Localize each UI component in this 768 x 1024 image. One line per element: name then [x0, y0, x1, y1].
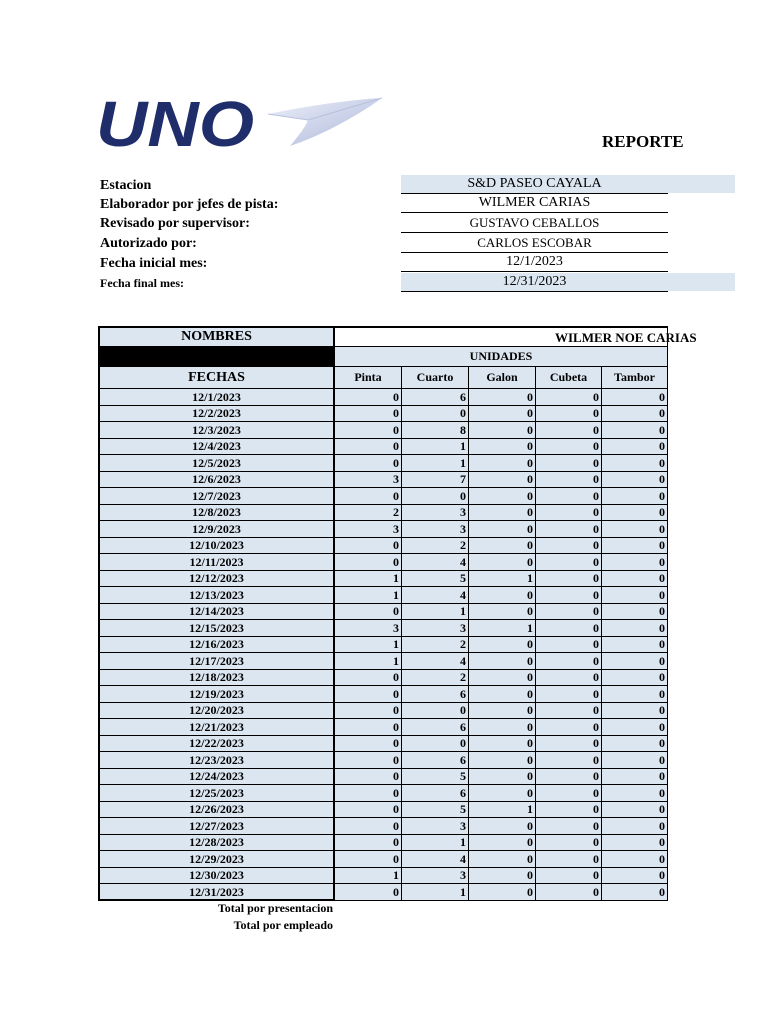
date-cell: 12/15/2023 — [98, 619, 335, 637]
value-cell: 0 — [334, 487, 402, 505]
value-cell: 0 — [601, 438, 668, 455]
value-cell: 0 — [334, 553, 402, 571]
value-cell: 0 — [334, 685, 402, 703]
date-cell: 12/21/2023 — [98, 718, 335, 736]
value-cell: 0 — [601, 702, 668, 719]
date-cell: 12/27/2023 — [98, 817, 335, 835]
value-cell: 1 — [468, 570, 536, 587]
total-presentation-label: Total por presentacion — [217, 901, 333, 915]
date-cell: 12/8/2023 — [98, 504, 335, 521]
value-cell: 0 — [601, 454, 668, 472]
value-cell: 0 — [601, 867, 668, 884]
value-cell: 0 — [334, 702, 402, 719]
value-cell: 5 — [401, 801, 469, 818]
value-cell: 1 — [334, 586, 402, 604]
value-cell: 0 — [468, 537, 536, 554]
value-cell: 4 — [401, 850, 469, 868]
value-cell: 0 — [535, 520, 602, 538]
info-value-elaborado: WILMER CARIAS — [401, 194, 668, 213]
value-cell: 0 — [468, 883, 536, 901]
date-cell: 12/30/2023 — [98, 867, 335, 884]
value-cell: 0 — [535, 867, 602, 884]
logo-wing-icon — [268, 98, 382, 146]
value-cell: 0 — [601, 520, 668, 538]
value-cell: 8 — [401, 421, 469, 439]
date-cell: 12/7/2023 — [98, 487, 335, 505]
value-cell: 0 — [535, 718, 602, 736]
uno-logo — [92, 88, 412, 158]
value-cell: 0 — [535, 685, 602, 703]
value-cell: 0 — [601, 471, 668, 488]
value-cell: 0 — [468, 454, 536, 472]
date-cell: 12/25/2023 — [98, 784, 335, 802]
value-cell: 0 — [601, 685, 668, 703]
value-cell: 0 — [535, 784, 602, 802]
value-cell: 0 — [535, 652, 602, 670]
value-cell: 0 — [334, 421, 402, 439]
value-cell: 0 — [601, 652, 668, 670]
date-cell: 12/10/2023 — [98, 537, 335, 554]
value-cell: 0 — [535, 421, 602, 439]
value-cell: 0 — [401, 702, 469, 719]
date-cell: 12/12/2023 — [98, 570, 335, 587]
value-cell: 0 — [334, 388, 402, 406]
value-cell: 1 — [334, 636, 402, 653]
value-cell: 0 — [535, 603, 602, 620]
value-cell: 0 — [334, 817, 402, 835]
value-cell: 6 — [401, 388, 469, 406]
value-cell: 0 — [601, 735, 668, 752]
fechas-header: FECHAS — [98, 366, 335, 389]
value-cell: 0 — [601, 718, 668, 736]
value-cell: 0 — [535, 669, 602, 686]
date-cell: 12/23/2023 — [98, 751, 335, 769]
info-label-revisado: Revisado por supervisor: — [100, 216, 250, 231]
column-header: Tambor — [601, 366, 668, 389]
date-cell: 12/17/2023 — [98, 652, 335, 670]
value-cell: 0 — [334, 603, 402, 620]
value-cell: 0 — [468, 867, 536, 884]
value-cell: 0 — [535, 405, 602, 422]
info-value-fecha-inicial: 12/1/2023 — [401, 253, 668, 272]
value-cell: 4 — [401, 586, 469, 604]
value-cell: 1 — [401, 603, 469, 620]
info-value-estacion: S&D PASEO CAYALA — [401, 175, 668, 194]
value-cell: 5 — [401, 768, 469, 785]
value-cell: 0 — [601, 537, 668, 554]
value-cell: 0 — [601, 487, 668, 505]
value-cell: 0 — [468, 520, 536, 538]
value-cell: 0 — [535, 504, 602, 521]
date-cell: 12/16/2023 — [98, 636, 335, 653]
value-cell: 0 — [535, 537, 602, 554]
date-cell: 12/14/2023 — [98, 603, 335, 620]
value-cell: 0 — [601, 504, 668, 521]
info-value-revisado: GUSTAVO CEBALLOS — [401, 214, 668, 233]
info-label-elaborado: Elaborador por jefes de pista: — [100, 197, 279, 212]
value-cell: 1 — [334, 652, 402, 670]
info-label-fecha-final: Fecha final mes: — [100, 276, 184, 290]
date-cell: 12/29/2023 — [98, 850, 335, 868]
date-cell: 12/4/2023 — [98, 438, 335, 455]
value-cell: 0 — [334, 537, 402, 554]
date-cell: 12/20/2023 — [98, 702, 335, 719]
value-cell: 0 — [334, 834, 402, 851]
date-cell: 12/18/2023 — [98, 669, 335, 686]
value-cell: 0 — [601, 619, 668, 637]
value-cell: 0 — [334, 801, 402, 818]
value-cell: 0 — [468, 669, 536, 686]
value-cell: 0 — [535, 735, 602, 752]
date-cell: 12/1/2023 — [98, 388, 335, 406]
value-cell: 0 — [535, 801, 602, 818]
value-cell: 0 — [334, 784, 402, 802]
nombres-header: NOMBRES — [98, 326, 335, 347]
value-cell: 0 — [468, 603, 536, 620]
value-cell: 2 — [334, 504, 402, 521]
info-shade-fecha-final — [668, 273, 735, 291]
value-cell: 4 — [401, 652, 469, 670]
value-cell: 0 — [535, 850, 602, 868]
value-cell: 0 — [334, 669, 402, 686]
info-label-autorizado: Autorizado por: — [100, 236, 197, 251]
value-cell: 2 — [401, 636, 469, 653]
employee-name: WILMER NOE CARIAS — [334, 326, 668, 347]
value-cell: 0 — [601, 570, 668, 587]
value-cell: 7 — [401, 471, 469, 488]
value-cell: 3 — [401, 619, 469, 637]
value-cell: 0 — [334, 438, 402, 455]
value-cell: 0 — [401, 405, 469, 422]
value-cell: 0 — [334, 405, 402, 422]
value-cell: 0 — [535, 586, 602, 604]
value-cell: 0 — [401, 735, 469, 752]
value-cell: 0 — [535, 702, 602, 719]
value-cell: 0 — [334, 768, 402, 785]
value-cell: 0 — [601, 636, 668, 653]
info-value-fecha-final: 12/31/2023 — [401, 273, 668, 292]
info-value-autorizado: CARLOS ESCOBAR — [401, 234, 668, 253]
value-cell: 0 — [334, 454, 402, 472]
value-cell: 0 — [468, 504, 536, 521]
value-cell: 0 — [601, 669, 668, 686]
info-label-fecha-inicial: Fecha inicial mes: — [100, 256, 208, 271]
value-cell: 1 — [468, 801, 536, 818]
value-cell: 0 — [334, 751, 402, 769]
date-cell: 12/24/2023 — [98, 768, 335, 785]
value-cell: 0 — [601, 405, 668, 422]
date-cell: 12/9/2023 — [98, 520, 335, 538]
date-cell: 12/3/2023 — [98, 421, 335, 439]
value-cell: 6 — [401, 718, 469, 736]
value-cell: 0 — [601, 850, 668, 868]
date-cell: 12/26/2023 — [98, 801, 335, 818]
value-cell: 0 — [468, 636, 536, 653]
value-cell: 0 — [468, 438, 536, 455]
value-cell: 1 — [401, 883, 469, 901]
value-cell: 0 — [468, 751, 536, 769]
value-cell: 0 — [468, 817, 536, 835]
value-cell: 6 — [401, 685, 469, 703]
column-header: Pinta — [334, 366, 402, 389]
value-cell: 0 — [468, 834, 536, 851]
report-title: REPORTE — [602, 132, 684, 151]
value-cell: 0 — [535, 471, 602, 488]
value-cell: 3 — [334, 619, 402, 637]
value-cell: 0 — [468, 471, 536, 488]
info-label-estacion: Estacion — [100, 178, 152, 193]
value-cell: 3 — [401, 520, 469, 538]
date-cell: 12/6/2023 — [98, 471, 335, 488]
date-cell: 12/19/2023 — [98, 685, 335, 703]
value-cell: 0 — [535, 636, 602, 653]
value-cell: 0 — [535, 388, 602, 406]
value-cell: 0 — [601, 553, 668, 571]
value-cell: 0 — [334, 735, 402, 752]
value-cell: 0 — [535, 817, 602, 835]
value-cell: 0 — [468, 405, 536, 422]
value-cell: 0 — [535, 883, 602, 901]
value-cell: 1 — [401, 454, 469, 472]
value-cell: 0 — [535, 570, 602, 587]
column-header: Cuarto — [401, 366, 469, 389]
value-cell: 0 — [601, 784, 668, 802]
value-cell: 2 — [401, 669, 469, 686]
value-cell: 0 — [601, 751, 668, 769]
value-cell: 3 — [401, 867, 469, 884]
value-cell: 6 — [401, 784, 469, 802]
value-cell: 3 — [401, 817, 469, 835]
value-cell: 0 — [468, 784, 536, 802]
value-cell: 0 — [535, 487, 602, 505]
value-cell: 0 — [468, 421, 536, 439]
value-cell: 0 — [468, 388, 536, 406]
value-cell: 5 — [401, 570, 469, 587]
value-cell: 3 — [401, 504, 469, 521]
value-cell: 1 — [401, 438, 469, 455]
column-header: Cubeta — [535, 366, 602, 389]
date-cell: 12/28/2023 — [98, 834, 335, 851]
value-cell: 0 — [468, 718, 536, 736]
value-cell: 0 — [601, 817, 668, 835]
header-black-block — [98, 346, 335, 367]
value-cell: 0 — [535, 751, 602, 769]
value-cell: 0 — [535, 553, 602, 571]
value-cell: 0 — [535, 454, 602, 472]
units-header: UNIDADES — [334, 346, 668, 367]
value-cell: 0 — [535, 438, 602, 455]
value-cell: 0 — [468, 768, 536, 785]
date-cell: 12/31/2023 — [98, 883, 335, 901]
value-cell: 0 — [601, 834, 668, 851]
value-cell: 6 — [401, 751, 469, 769]
value-cell: 0 — [401, 487, 469, 505]
value-cell: 0 — [468, 850, 536, 868]
value-cell: 3 — [334, 471, 402, 488]
value-cell: 0 — [601, 421, 668, 439]
value-cell: 3 — [334, 520, 402, 538]
value-cell: 0 — [535, 619, 602, 637]
value-cell: 0 — [601, 388, 668, 406]
value-cell: 0 — [468, 735, 536, 752]
column-header: Galon — [468, 366, 536, 389]
info-shade-estacion — [668, 175, 735, 193]
value-cell: 0 — [468, 685, 536, 703]
value-cell: 0 — [535, 768, 602, 785]
value-cell: 0 — [334, 850, 402, 868]
value-cell: 0 — [334, 718, 402, 736]
date-cell: 12/13/2023 — [98, 586, 335, 604]
value-cell: 1 — [334, 867, 402, 884]
value-cell: 4 — [401, 553, 469, 571]
value-cell: 0 — [601, 603, 668, 620]
value-cell: 0 — [535, 834, 602, 851]
value-cell: 0 — [468, 652, 536, 670]
date-cell: 12/5/2023 — [98, 454, 335, 472]
date-cell: 12/11/2023 — [98, 553, 335, 571]
value-cell: 1 — [401, 834, 469, 851]
total-employee-label: Total por empleado — [233, 918, 333, 932]
value-cell: 0 — [468, 553, 536, 571]
date-cell: 12/22/2023 — [98, 735, 335, 752]
value-cell: 0 — [334, 883, 402, 901]
value-cell: 0 — [468, 586, 536, 604]
logo-text: UNO — [96, 88, 254, 160]
value-cell: 0 — [601, 883, 668, 901]
value-cell: 0 — [601, 768, 668, 785]
value-cell: 0 — [468, 702, 536, 719]
value-cell: 1 — [468, 619, 536, 637]
value-cell: 1 — [334, 570, 402, 587]
data-table — [98, 326, 697, 900]
value-cell: 0 — [468, 487, 536, 505]
date-cell: 12/2/2023 — [98, 405, 335, 422]
value-cell: 0 — [601, 801, 668, 818]
value-cell: 0 — [601, 586, 668, 604]
value-cell: 2 — [401, 537, 469, 554]
